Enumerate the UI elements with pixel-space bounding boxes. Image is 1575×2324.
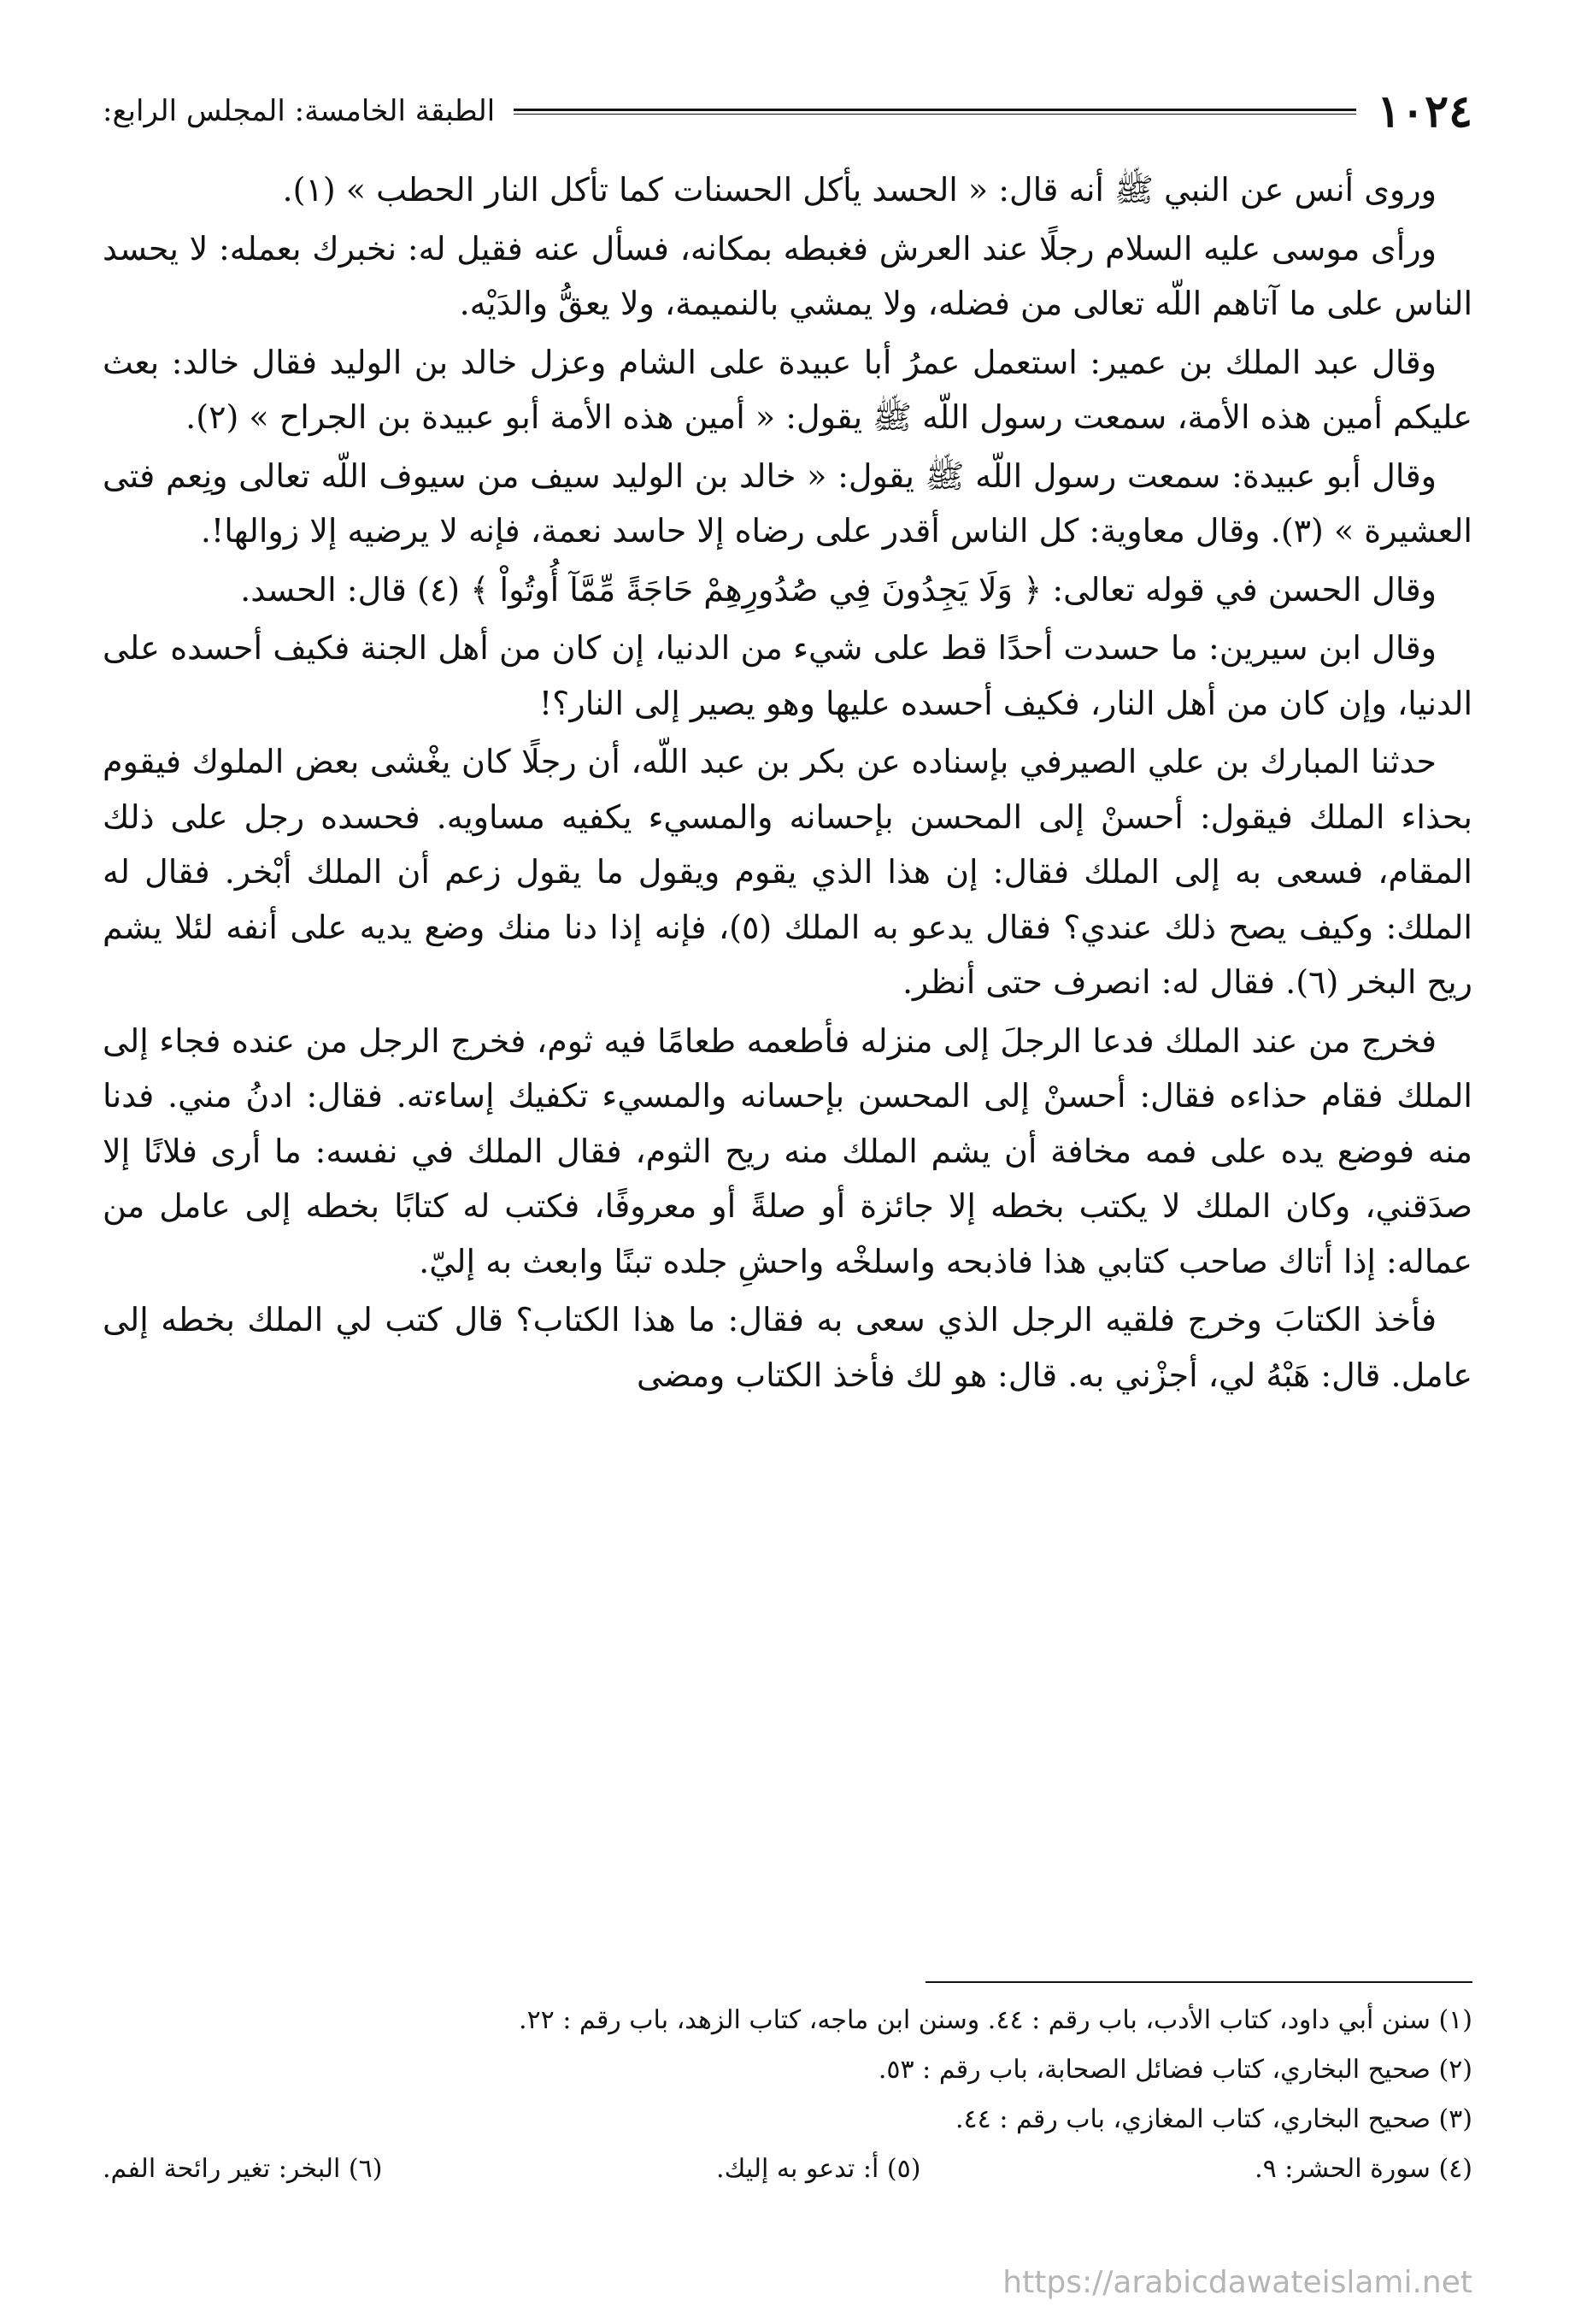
paragraph: وقال أبو عبيدة: سمعت رسول اللّه ﷺ يقول: « خالد بن الوليد سيف من سيوف اللّه تعالى ونِعم فتى العشيرة » (٣). وقال معاوية: كل الناس أقدر على رضاه إلا حاسد نعمة، فإنه لا يرضيه إلا زوالها!. [103,456,1472,550]
running-title: الطبقة الخامسة: المجلس الرابع: [103,94,496,128]
footnote: (٣) صحيح البخاري، كتاب المغازي، باب رقم : ٤٤. [955,2104,1472,2134]
footnote: (٤) سورة الحشر: ٩. [1255,2154,1472,2184]
watermark-url: https://arabicdawateislami.net [1002,2265,1472,2300]
footnote: (٥) أ: تدعو به إليك. [716,2154,921,2184]
paragraph: حدثنا المبارك بن علي الصيرفي بإسناده عن بكر بن عبد اللّه، أن رجلًا كان يغْشى بعض الملوك فيقوم بحذاء الملك فيقول: أحسنْ إلى المحسن بإحسانه والمسيء يكفيه مساويه. فحسده رجل على ذلك المقام، فسعى به إلى الملك فقال: إن هذا الذي يقوم ويقول ما يقول زعم أن الملك أبْخر. فقال له الملك: وكيف يصح ذلك عندي؟ فقال يدعو به الملك (٥)، فإنه إذا دنا منك وضع يديه على أنفه لئلا يشم ريح البخر (٦). فقال له: انصرف حتى أنظر. [103,743,1472,1001]
main-text [103,162,1472,1406]
paragraph: وروى أنس عن النبي ﷺ أنه قال: « الحسد يأكل الحسنات كما تأكل النار الحطب » (١). [282,171,1437,209]
footnote-row [103,2145,1472,2194]
header-rule [514,109,1356,115]
running-header [103,81,1472,141]
paragraph: فخرج من عند الملك فدعا الرجلَ إلى منزله فأطعمه طعامًا فيه ثوم، فخرج الرجل من عنده فجاء إلى الملك فقام حذاءه فقال: أحسنْ إلى المحسن بإحسانه والمسيء تكفيك إساءته. فقال: ادنُ مني. فدنا منه فوضع يده على فمه مخافة أن يشم الملك منه ريح الثوم، فقال الملك في نفسه: ما أرى فلانًا إلا صدَقني، وكان الملك لا يكتب بخطه إلا جائزة أو صلةً أو معروفًا، فكتب له كتابًا بخطه إلى عامل من عماله: إذا أتاك صاحب كتابي هذا فاذبحه واسلخْه واحشِ جلده تبنًا وابعث به إليّ. [103,1021,1472,1280]
page-number: ١٠٢٤ [1377,85,1472,138]
paragraph: وقال عبد الملك بن عمير: استعمل عمرُ أبا عبيدة على الشام وعزل خالد بن الوليد فقال خالد: بعث عليكم أمين هذه الأمة، سمعت رسول اللّه ﷺ يقول: « أمين هذه الأمة أبو عبيدة بن الجراح » (٢). [103,343,1472,436]
footnote: (١) سنن أبي داود، كتاب الأدب، باب رقم : ٤٤. وسنن ابن ماجه، كتاب الزهد، باب رقم : ٢٢. [519,2005,1472,2035]
paragraph: فأخذ الكتابَ وخرج فلقيه الرجل الذي سعى به فقال: ما هذا الكتاب؟ قال كتب لي الملك بخطه إلى عامل. قال: هَبْهُ لي، أجزْني به. قال: هو لك فأخذ الكتاب ومضى [103,1301,1472,1394]
footnote: (٦) البخر: تغير رائحة الفم. [103,2154,383,2184]
footnote: (٢) صحيح البخاري، كتاب فضائل الصحابة، باب رقم : ٥٣. [878,2055,1472,2085]
paragraph: ورأى موسى عليه السلام رجلًا عند العرش فغبطه بمكانه، فسأل عنه فقيل له: نخبرك بعمله: لا يحسد الناس على ما آتاهم اللّه تعالى من فضله، ولا يمشي بالنميمة، ولا يعقُّ والدَيْه. [103,229,1472,322]
paragraph: وقال ابن سيرين: ما حسدت أحدًا قط على شيء من الدنيا، إن كان من أهل الجنة فكيف أحسده على الدنيا، وإن كان من أهل النار، فكيف أحسده عليها وهو يصير إلى النار؟! [103,629,1472,722]
paragraph: وقال الحسن في قوله تعالى: ﴿ وَلَا يَجِدُونَ فِي صُدُورِهِمْ حَاجَةً مِّمَّآ أُوتُواْ ﴾ (٤) قال: الحسد. [240,570,1437,609]
footnote-divider [926,1981,1472,1983]
footnotes [103,1996,1472,2194]
